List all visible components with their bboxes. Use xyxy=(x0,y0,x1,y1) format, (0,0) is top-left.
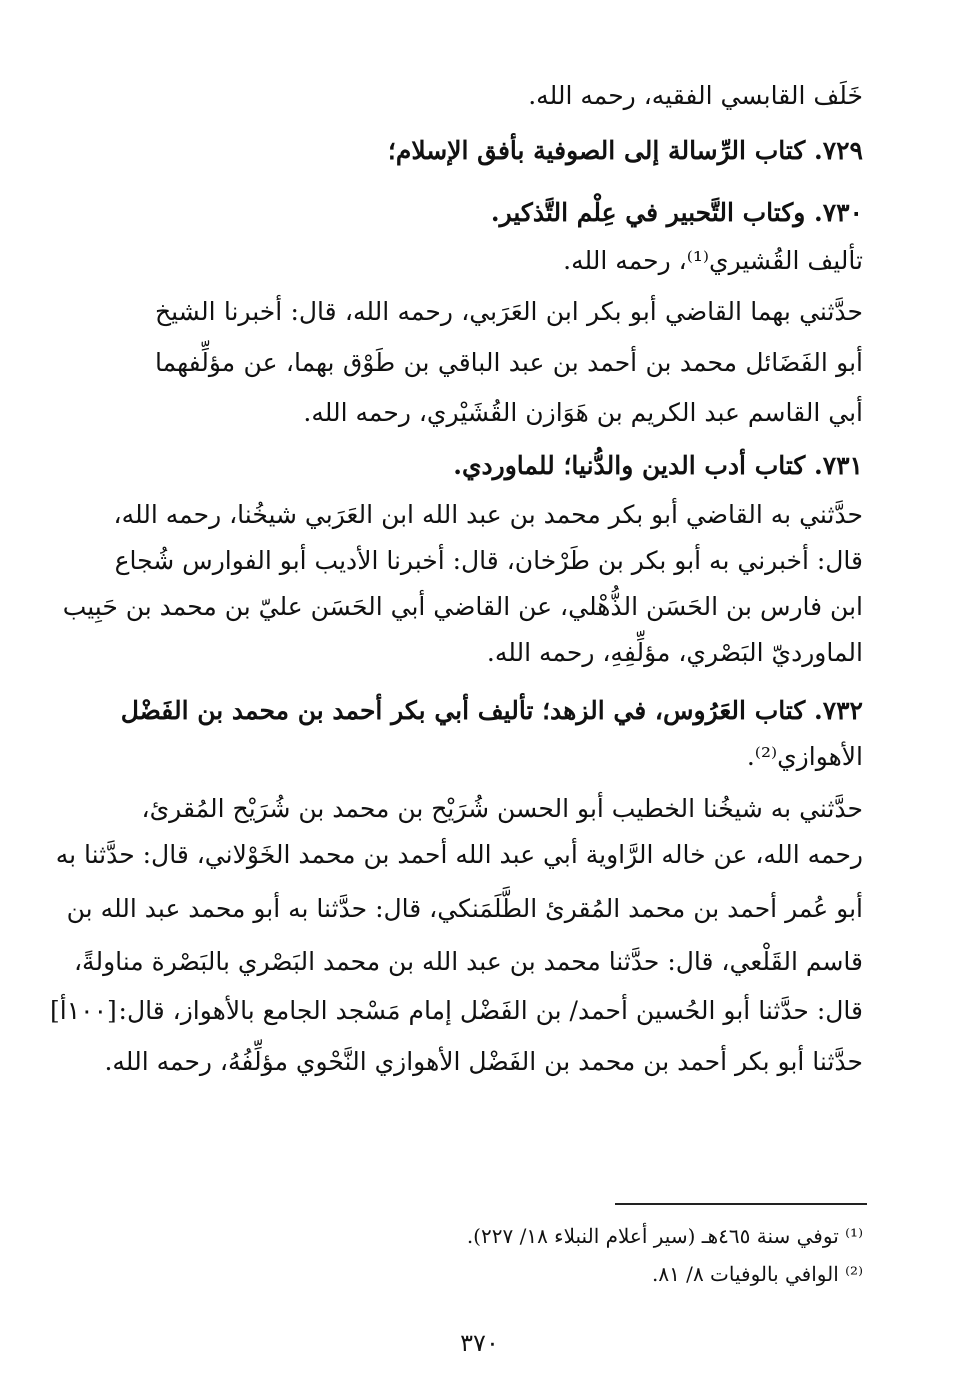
text-line: ابن فارس بن الحَسَن الذُّهْلي، عن القاضي أبي الحَسَن عليّ بن محمد بن حَبِيب xyxy=(62,592,863,621)
text-line: أبو عُمر أحمد بن محمد المُقرئ الطَّلَمَنكي، قال: حدَّثنا به أبو محمد عبد الله بن xyxy=(66,894,863,923)
text-line: أبو الفَضَائل محمد بن أحمد بن عبد الباقي بن طَوْق بهما، عن مؤلِّفهما xyxy=(155,348,863,377)
text-line: قال: أخبرني به أبو بكر بن طَرْخان، قال: أخبرنا الأديب أبو الفوارس شُجاع xyxy=(114,546,863,575)
text-line: الأهوازي⁽²⁾. xyxy=(746,742,863,771)
text-line: حدَّثني به القاضي أبو بكر محمد بن عبد الله ابن العَرَبي شيخُنا، رحمه الله، xyxy=(113,500,863,529)
text-line: الماورديّ البَصْري، مؤلِّفِهِ، رحمه الله. xyxy=(486,638,863,667)
text-line: رحمه الله، عن خاله الرَّاوية أبي عبد الله أحمد بن محمد الخَوْلاني، قال: حدَّثنا به xyxy=(55,840,863,869)
text-line: تأليف القُشيري⁽¹⁾، رحمه الله. xyxy=(563,246,863,275)
footnote-1: ⁽¹⁾ توفي سنة ٤٦٥هـ (سير أعلام النبلاء ١٨/ ٢٢٧). xyxy=(466,1224,863,1248)
text-line: حدَّثني به شيخُنا الخطيب أبو الحسن شُرَيْح بن محمد بن شُرَيْح المُقرئ، xyxy=(141,794,863,823)
text-line: قال: حدَّثنا أبو الحُسين أحمد/ بن الفَضْل إمام مَسْجد الجامع بالأهواز، قال: xyxy=(118,996,863,1025)
footnote-2: ⁽²⁾ الوافي بالوفيات ٨/ ٨١. xyxy=(651,1262,863,1286)
entry-heading-729: ٧٢٩. كتاب الرِّسالة إلى الصوفية بأفق الإسلام؛ xyxy=(387,136,863,165)
text-line: أبي القاسم عبد الكريم بن هَوَازن القُشَيْري، رحمه الله. xyxy=(303,398,863,427)
footnote-divider xyxy=(615,1203,867,1205)
manuscript-folio-marker: [١٠٠أ] xyxy=(50,996,117,1025)
text-line: قاسم القَلْعي، قال: حدَّثنا محمد بن عبد الله بن محمد البَصْري بالبَصْرة مناولةً، xyxy=(73,947,863,976)
entry-heading-731: ٧٣١. كتاب أدب الدين والدُّنيا؛ للماوردي. xyxy=(453,451,863,480)
text-line: حدَّثني بهما القاضي أبو بكر ابن العَرَبي، رحمه الله، قال: أخبرنا الشيخ xyxy=(155,297,863,326)
entry-heading-732: ٧٣٢. كتاب العَرُوس، في الزهد؛ تأليف أبي بكر أحمد بن محمد بن الفَضْل xyxy=(120,696,863,725)
page-number: ٣٧٠ xyxy=(460,1329,499,1357)
entry-heading-730: ٧٣٠. وكتاب التَّحبير في عِلْم التَّذكير. xyxy=(490,198,863,227)
text-line: خَلَف القابسي الفقيه، رحمه الله. xyxy=(528,81,863,110)
text-line: حدَّثنا أبو بكر أحمد بن محمد بن الفَضْل الأهوازي النَّحْوي مؤلِّفُهُ، رحمه الله. xyxy=(104,1047,863,1076)
